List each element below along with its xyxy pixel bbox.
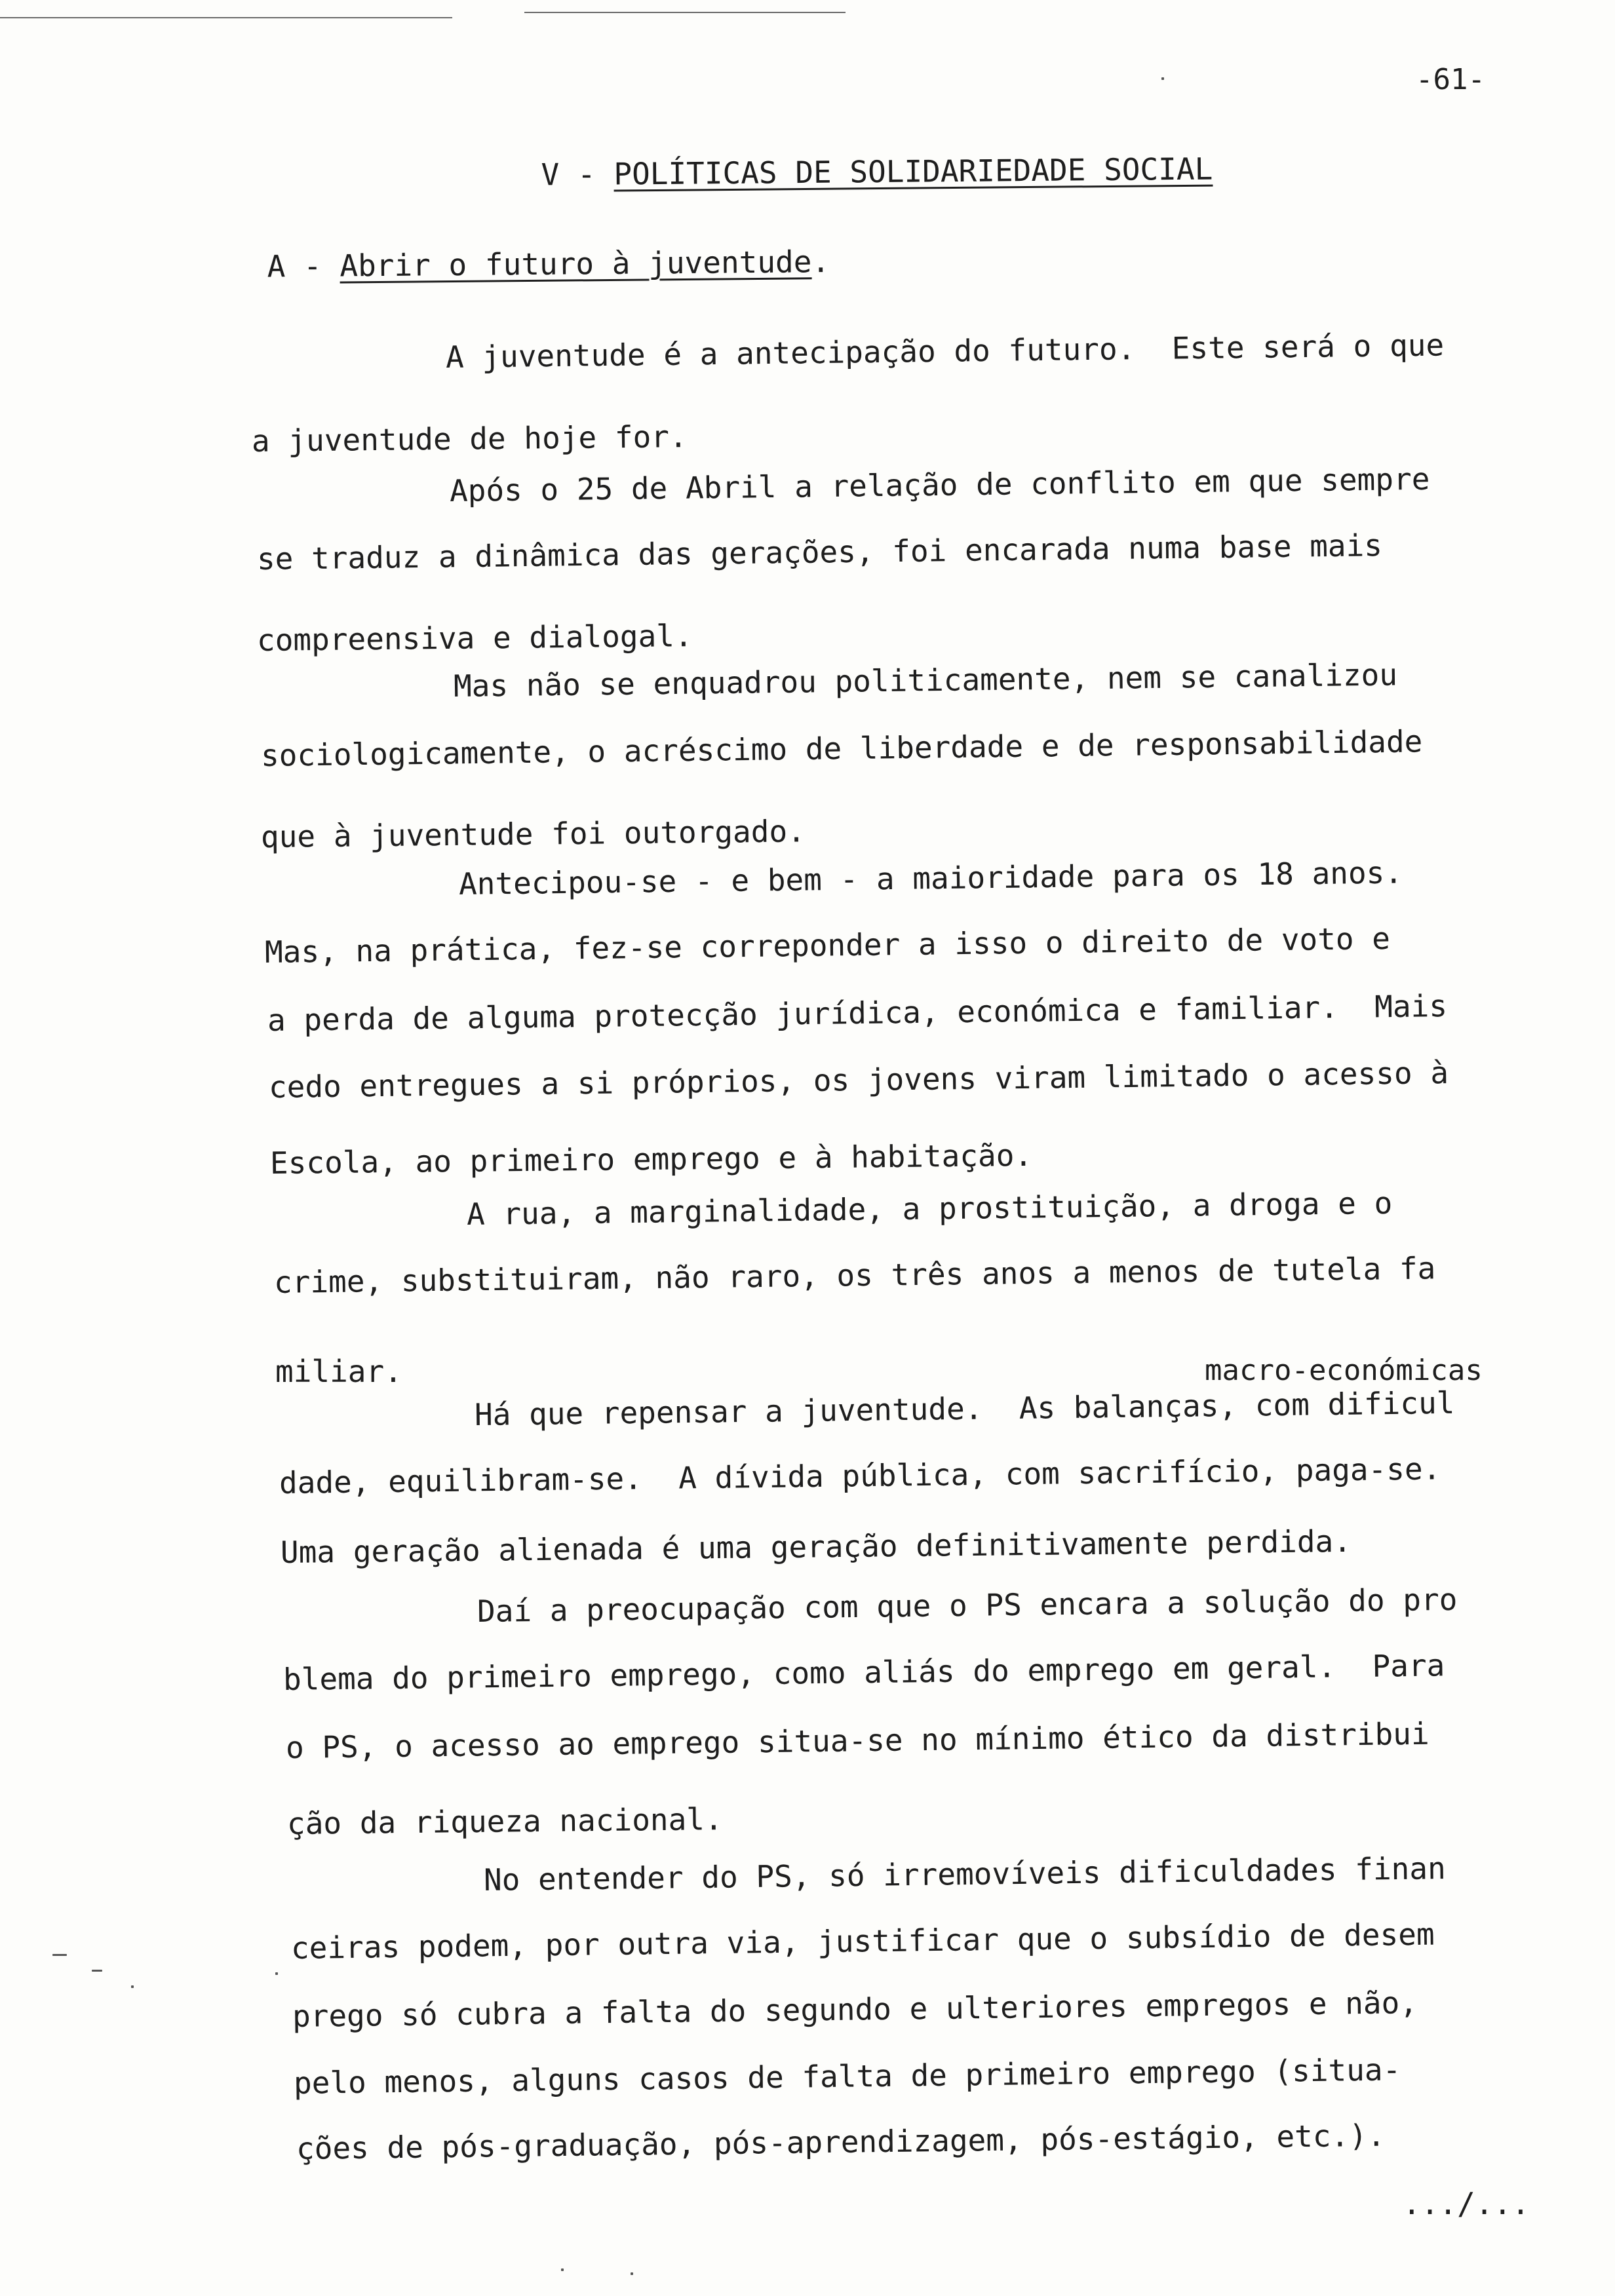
- top-rule-left: [0, 17, 452, 18]
- body-line: sociologicamente, o acréscimo de liberdade e de responsabilidade: [260, 723, 1423, 773]
- body-line: pelo menos, alguns casos de falta de primeiro emprego (situa-: [293, 2052, 1401, 2101]
- scan-speck: [92, 1970, 102, 1972]
- interlinear-insertion: macro-económicas: [1205, 1354, 1483, 1387]
- scan-speck: [131, 1985, 134, 1988]
- body-line: No entender do PS, só irremovíveis dificuldades finan: [483, 1850, 1447, 1898]
- body-line: ceiras podem, por outra via, justificar que o subsídio de desem: [290, 1916, 1435, 1966]
- page-number: -61-: [1416, 63, 1485, 96]
- body-line: Antecipou-se - e bem - a maioridade para os 18 anos.: [458, 854, 1403, 902]
- chapter-heading: [505, 124, 1213, 193]
- scan-speck: [52, 1954, 67, 1956]
- section-heading: [231, 216, 830, 282]
- body-line: se traduz a dinâmica das gerações, foi encarada numa base mais: [256, 527, 1383, 577]
- chapter-title: POLÍTICAS DE SOLIDARIEDADE SOCIAL: [613, 151, 1213, 192]
- body-line: Há que repensar a juventude. As balanças, com dificul: [474, 1385, 1455, 1432]
- body-line: que à juventude foi outorgado.: [260, 813, 806, 854]
- body-line: miliar.: [275, 1354, 402, 1389]
- body-line: Após o 25 de Abril a relação de conflito em que sempre: [449, 461, 1430, 508]
- body-line: A rua, a marginalidade, a prostituição, a droga e o: [466, 1185, 1393, 1232]
- body-line: prego só cubra a falta do segundo e ulteriores empregos e não,: [292, 1985, 1418, 2034]
- body-line: a juventude de hoje for.: [251, 419, 688, 459]
- body-line: Daí a preocupação com que o PS encara a solução do pro: [477, 1581, 1458, 1629]
- scan-speck: [1161, 77, 1164, 80]
- body-line: Escola, ao primeiro emprego e à habitação.: [269, 1137, 1033, 1181]
- section-title: Abrir o futuro à juventude: [340, 244, 812, 284]
- body-line: cedo entregues a si próprios, os jovens viram limitado o acesso à: [268, 1055, 1449, 1105]
- body-line: dade, equilibram-se. A dívida pública, com sacrifício, paga-se.: [279, 1451, 1441, 1501]
- section-letter: A -: [267, 248, 340, 284]
- body-line: A juventude é a antecipação do futuro. Este será o que: [445, 327, 1445, 375]
- body-line: ção da riqueza nacional.: [286, 1801, 723, 1841]
- body-line: ções de pós-graduação, pós-aprendizagem, pós-estágio, etc.).: [296, 2117, 1386, 2166]
- scan-speck: [561, 2268, 564, 2271]
- body-line: Mas, na prática, fez-se correponder a isso o direito de voto e: [264, 921, 1391, 970]
- top-rule-right: [524, 12, 846, 13]
- section-title-end: .: [811, 244, 830, 280]
- body-line: Uma geração alienada é uma geração definitivamente perdida.: [280, 1523, 1352, 1570]
- body-line: o PS, o acesso ao emprego situa-se no mínimo ético da distribui: [285, 1715, 1430, 1765]
- body-line: Mas não se enquadrou politicamente, nem se canalizou: [453, 657, 1398, 704]
- body-line: crime, substituiram, não raro, os três anos a menos de tutela fa: [273, 1250, 1436, 1300]
- scan-speck: [275, 1972, 278, 1975]
- scan-speck: [631, 2272, 633, 2275]
- body-line: blema do primeiro emprego, como aliás do emprego em geral. Para: [282, 1647, 1445, 1697]
- continuation-mark: .../...: [1403, 2186, 1530, 2221]
- body-line: compreensiva e dialogal.: [256, 618, 693, 658]
- body-line: a perda de alguma protecção jurídica, económica e familiar. Mais: [267, 988, 1448, 1038]
- chapter-number: V -: [541, 156, 614, 193]
